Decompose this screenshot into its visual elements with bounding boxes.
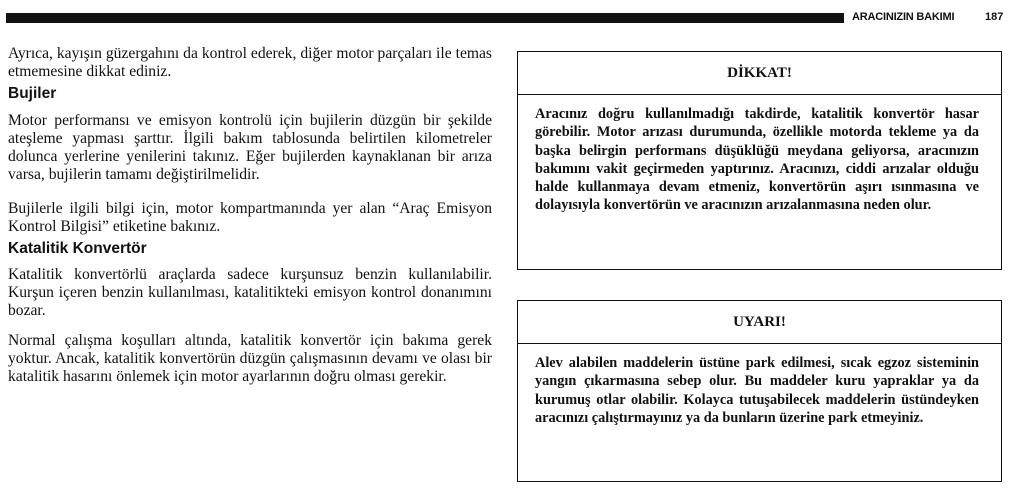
bujiler-paragraph-1: Motor performansı ve emisyon kontrolü için bujilerin düzgün bir şekilde ateşleme yapması şarttır. İlgili bakım tablosunda belirtilen kilometreler dolunca yerlerine yenilerini takınız. Eğer bujilerden kaynaklanan bir arıza varsa, bujilerin tamamı değiştirilmelidir.	[8, 112, 492, 183]
section-title: ARACINIZIN BAKIMI	[852, 11, 955, 23]
uyari-box	[517, 300, 1002, 482]
bujiler-heading: Bujiler	[8, 85, 57, 102]
katalitik-paragraph-2: Normal çalışma koşulları altında, katalitik konvertör için bakıma gerek yoktur. Ancak, katalitik konvertörün düzgün çalışmasının devamı ve olası bir katalitik hasarını önlemek için motor ayarlarının doğru olması gerekir.	[8, 332, 492, 385]
bujiler-paragraph-2: Bujilerle ilgili bilgi için, motor kompartmanında yer alan “Araç Emisyon Kontrol Bilgisi” etiketine bakınız.	[8, 200, 492, 235]
katalitik-heading: Katalitik Konvertör	[8, 240, 147, 257]
katalitik-paragraph-1: Katalitik konvertörlü araçlarda sadece kurşunsuz benzin kullanılabilir. Kurşun içeren benzin kullanılması, katalitikteki emisyon kontrol donanımını bozar.	[8, 266, 492, 319]
dikkat-title: DİKKAT!	[518, 52, 1001, 95]
dikkat-box	[517, 51, 1002, 270]
intro-paragraph: Ayrıca, kayışın güzergahını da kontrol ederek, diğer motor parçaları ile temas etmemesine dikkat ediniz.	[8, 45, 492, 80]
dikkat-body: Aracınız doğru kullanılmadığı takdirde, katalitik konvertör hasar görebilir. Motor arızası durumunda, özellikle motorda tekleme ya da başka belirgin performans düşüklüğü meydana geliyorsa, aracınızın bakımını vakit geçirmeden yaptırınız. Aracınızı, ciddi arızalar olduğu halde kullanmaya devam etmeniz, konvertörün aşırı ısınmasına ve dolayısıyla konvertörün ve aracınızın arızalanmasına neden olur.	[535, 106, 979, 214]
uyari-body: Alev alabilen maddelerin üstüne park edilmesi, sıcak egzoz sisteminin yangın çıkarmasına sebep olur. Bu maddeler kuru yapraklar ya da kurumuş otlar olabilir. Kolayca tutuşabilecek maddelerin üstündeyken aracınızı çalıştırmayınız ya da bunların üzerine park etmeyiniz.	[535, 355, 979, 426]
page-number: 187	[985, 11, 1004, 23]
header-rule	[6, 13, 844, 23]
uyari-title: UYARI!	[518, 301, 1001, 344]
